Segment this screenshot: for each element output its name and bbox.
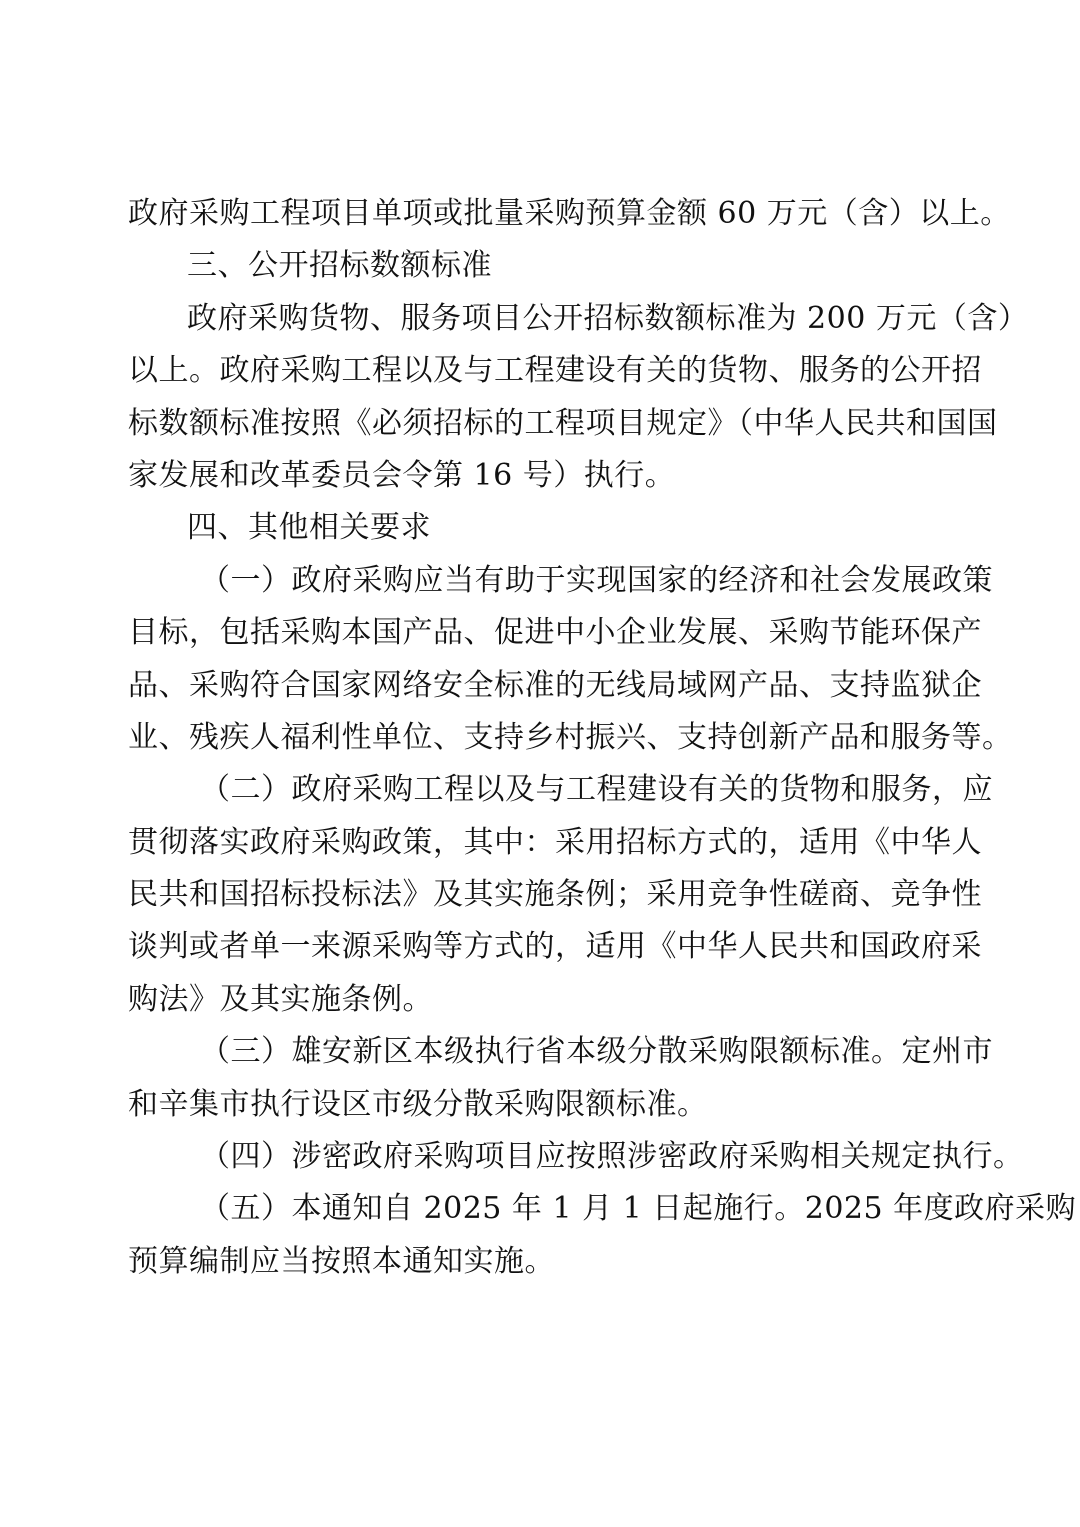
document-body — [128, 188, 1077, 1288]
text-line: 业、残疾人福利性单位、支持乡村振兴、支持创新产品和服务等。 — [128, 719, 1013, 755]
text-line: 谈判或者单一来源采购等方式的，适用《中华人民共和国政府采 — [128, 929, 982, 965]
text-line: 目标，包括采购本国产品、促进中小企业发展、采购节能环保产 — [128, 615, 982, 651]
text-line: （二）政府采购工程以及与工程建设有关的货物和服务，应 — [200, 772, 993, 808]
text-line: 政府采购货物、服务项目公开招标数额标准为 200 万元（含） — [187, 300, 1029, 336]
text-line: 品、采购符合国家网络安全标准的无线局域网产品、支持监狱企 — [128, 667, 982, 703]
text-line: 标数额标准按照《必须招标的工程项目规定》（中华人民共和国国 — [128, 405, 998, 441]
text-line: （一）政府采购应当有助于实现国家的经济和社会发展政策 — [200, 562, 993, 598]
text-line: 贯彻落实政府采购政策，其中：采用招标方式的，适用《中华人 — [128, 824, 982, 860]
section-heading-3: 三、公开招标数额标准 — [187, 248, 492, 284]
text-line: 以上。政府采购工程以及与工程建设有关的货物、服务的公开招 — [128, 353, 982, 389]
text-line: 民共和国招标投标法》及其实施条例；采用竞争性磋商、竞争性 — [128, 877, 982, 913]
text-line: 政府采购工程项目单项或批量采购预算金额 60 万元（含）以上。 — [128, 196, 1011, 231]
text-line: 预算编制应当按照本通知实施。 — [128, 1243, 555, 1279]
text-line: （三）雄安新区本级执行省本级分散采购限额标准。定州市 — [200, 1034, 993, 1070]
text-line: 和辛集市执行设区市级分散采购限额标准。 — [128, 1086, 708, 1122]
text-line: （四）涉密政府采购项目应按照涉密政府采购相关规定执行。 — [200, 1139, 1024, 1175]
text-line: 购法》及其实施条例。 — [128, 981, 433, 1017]
section-heading-4: 四、其他相关要求 — [187, 510, 431, 546]
text-line: 家发展和改革委员会令第 16 号）执行。 — [128, 457, 676, 493]
text-line: （五）本通知自 2025 年 1 月 1 日起施行。2025 年度政府采购 — [200, 1191, 1077, 1227]
